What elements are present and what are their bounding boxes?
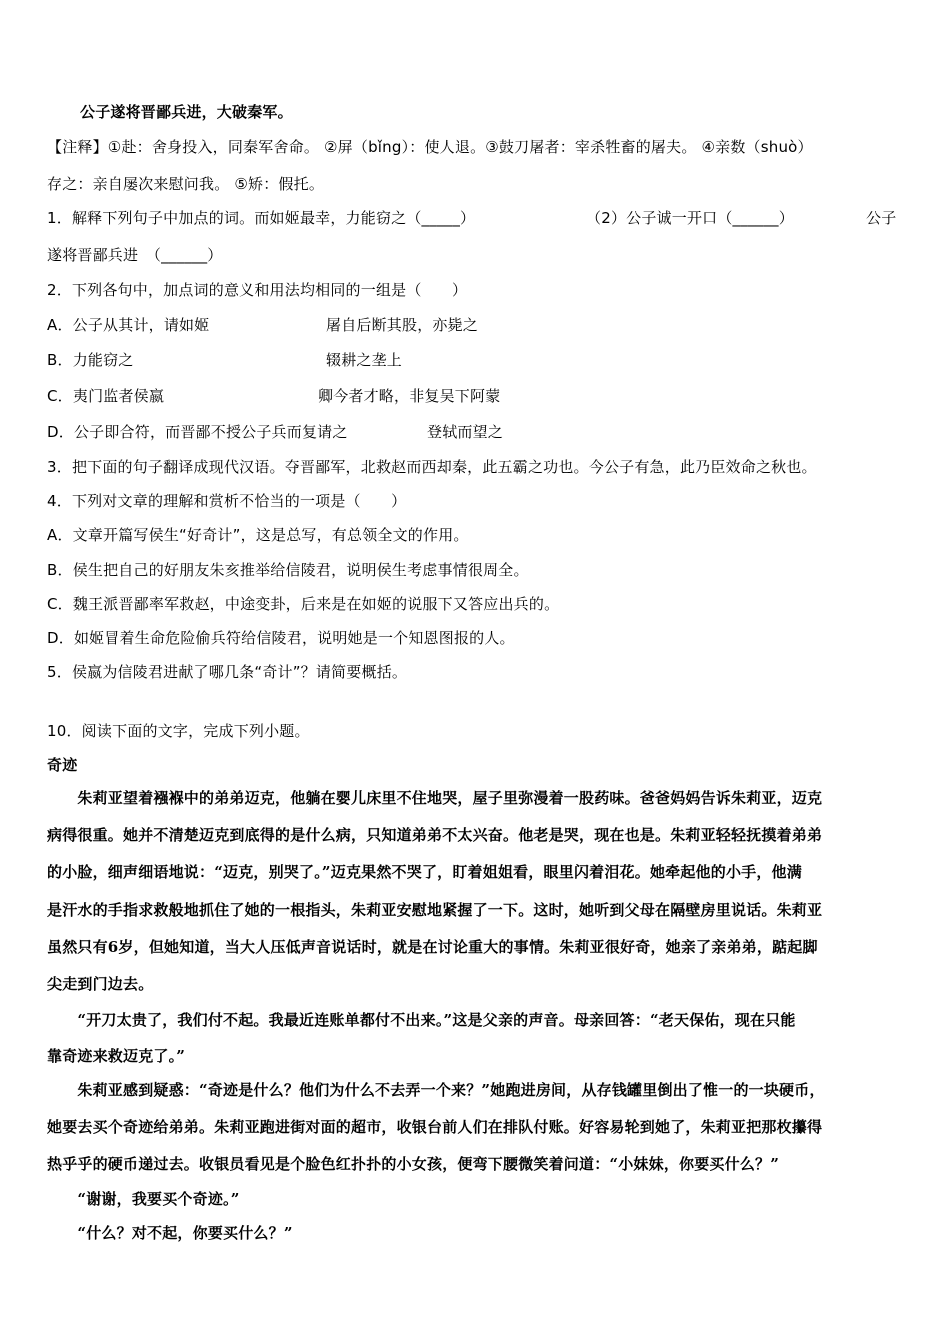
question-2-option-a-left: A．公子从其计，请如姬 <box>47 316 210 334</box>
question-2-option-b-left: B．力能窃之 <box>47 351 134 369</box>
question-10-heading: 10．阅读下面的文字，完成下列小题。 <box>47 722 310 740</box>
question-4-option-c: C．魏王派晋鄙率军救赵，中途变卦，后来是在如姬的说服下又答应出兵的。 <box>47 595 560 613</box>
story-line: 靠奇迹来救迈克了。” <box>47 1047 186 1065</box>
story-line: “谢谢，我要买个奇迹。” <box>47 1190 240 1208</box>
annotation-line-2: 存之：亲自屡次来慰问我。 ⑤矫：假托。 <box>47 175 325 193</box>
question-2-option-c-right: 卿今者才略，非复吴下阿蒙 <box>318 387 501 405</box>
question-1-part-2: （2）公子诚一开口（______） <box>586 209 794 227</box>
story-title: 奇迹 <box>47 756 78 774</box>
story-line: 朱莉亚望着襁褓中的弟弟迈克，他躺在婴儿床里不住地哭，屋子里弥漫着一股药味。爸爸妈妈告诉朱莉亚，迈克 <box>47 789 823 807</box>
question-4-option-b: B．侯生把自己的好朋友朱亥推举给信陵君，说明侯生考虑事情很周全。 <box>47 561 529 579</box>
story-line: 病得很重。她并不清楚迈克到底得的是什么病，只知道弟弟不太兴奋。他老是哭，现在也是。朱莉亚轻轻抚摸着弟弟 <box>47 826 823 844</box>
question-2-stem: 2．下列各句中，加点词的意义和用法均相同的一组是（ ） <box>47 281 468 299</box>
question-5: 5．侯嬴为信陵君进献了哪几条“奇计”？请简要概括。 <box>47 663 408 681</box>
story-line: 的小脸，细声细语地说：“迈克，别哭了。”迈克果然不哭了，盯着姐姐看，眼里闪着泪花。她牵起他的小手，他满 <box>47 863 802 881</box>
question-4-stem: 4．下列对文章的理解和赏析不恰当的一项是（ ） <box>47 492 407 510</box>
question-2-option-a-right: 屠自后断其股，亦毙之 <box>326 316 479 334</box>
annotation-line-1: 【注释】①赴：舍身投入，同秦军舍命。 ②屏（bǐng）：使人退。③鼓刀屠者：宰杀牲畜的屠夫。 ④亲数（shuò） <box>47 138 813 156</box>
story-line: 虽然只有6岁，但她知道，当大人压低声音说话时，就是在讨论重大的事情。朱莉亚很好奇，她亲了亲弟弟，踮起脚 <box>47 938 818 956</box>
passage-final-line: 公子遂将晋鄙兵进，大破秦军。 <box>80 103 293 121</box>
story-line: 是汗水的手指求救般地抓住了她的一根指头，朱莉亚安慰地紧握了一下。这时，她听到父母在隔壁房里说话。朱莉亚 <box>47 901 823 919</box>
question-2-option-b-right: 辍耕之垄上 <box>326 351 403 369</box>
question-2-option-d-right: 登轼而望之 <box>427 423 504 441</box>
question-2-option-d-left: D．公子即合符，而晋鄙不授公子兵而复请之 <box>47 423 348 441</box>
story-line: 朱莉亚感到疑惑：“奇迹是什么？他们为什么不去弄一个来？”她跑进房间，从存钱罐里倒出了惟一的一块硬币， <box>47 1081 825 1099</box>
story-line: 热乎乎的硬币递过去。收银员看见是个脸色红扑扑的小女孩，便弯下腰微笑着问道：“小妹妹，你要买什么？” <box>47 1155 780 1173</box>
question-4-option-d: D．如姬冒着生命危险偷兵符给信陵君，说明她是一个知恩图报的人。 <box>47 629 515 647</box>
question-3: 3．把下面的句子翻译成现代汉语。夺晋鄙军，北救赵而西却秦，此五霸之功也。今公子有急，此乃臣效命之秋也。 <box>47 458 817 476</box>
story-line: 她要去买个奇迹给弟弟。朱莉亚跑进街对面的超市，收银台前人们在排队付账。好容易轮到她了，朱莉亚把那枚攥得 <box>47 1118 823 1136</box>
question-1-part-3-end: 遂将晋鄙兵进 （______） <box>47 246 223 264</box>
question-1-part-1: 1．解释下列句子中加点的词。而如姬最幸，力能窃之（_____） <box>47 209 476 227</box>
question-2-option-c-left: C．夷门监者侯嬴 <box>47 387 165 405</box>
question-1-part-3-start: 公子 <box>866 209 897 227</box>
story-line: “什么？对不起，你要买什么？” <box>47 1224 293 1242</box>
story-line: 尖走到门边去。 <box>47 975 154 993</box>
question-4-option-a: A．文章开篇写侯生“好奇计”，这是总写，有总领全文的作用。 <box>47 526 469 544</box>
story-line: “开刀太贵了，我们付不起。我最近连账单都付不出来。”这是父亲的声音。母亲回答：“老天保佑，现在只能 <box>47 1011 796 1029</box>
